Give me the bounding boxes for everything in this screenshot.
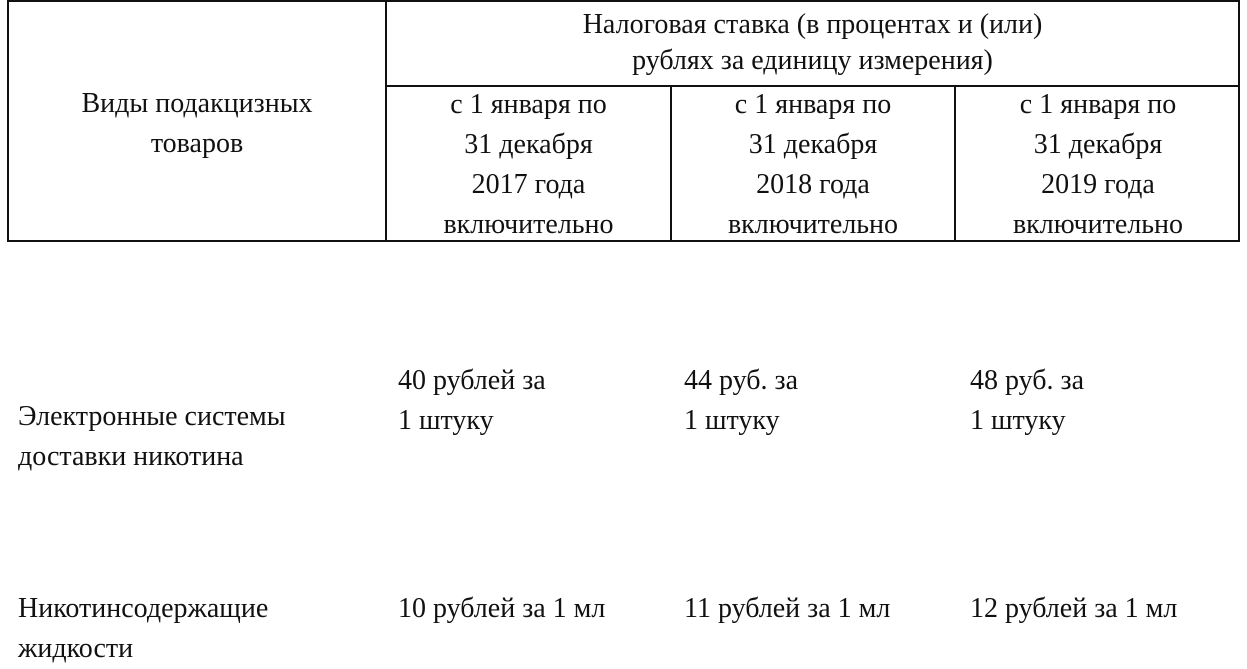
- rate-2018-nicotine-liquids: [684, 589, 890, 629]
- tax-rate-header: [387, 5, 1238, 81]
- row-name-nicotine-liquids: [18, 589, 268, 669]
- rate-line: 48 руб. за: [970, 365, 1084, 396]
- rate-line: 1 штуку: [970, 405, 1066, 436]
- rate-line: 12 рублей за 1 мл: [970, 593, 1178, 624]
- period-line: с 1 января по: [734, 89, 892, 120]
- rate-2019-nicotine-liquids: [970, 589, 1177, 629]
- goods-type-header-line: товаров: [150, 128, 244, 159]
- rate-line: 1 штуку: [684, 405, 780, 436]
- rate-2017-electronic-systems: [398, 361, 546, 441]
- period-header-2019: [956, 85, 1240, 245]
- rate-line: 1 штуку: [398, 405, 494, 436]
- period-line: 31 декабря: [748, 129, 878, 160]
- period-header-2018: [672, 85, 954, 245]
- tax-rate-header-line: Налоговая ставка (в процентах и (или): [582, 9, 1043, 40]
- period-line: 2017 года: [471, 169, 586, 200]
- period-line: с 1 января по: [1019, 89, 1177, 120]
- row-name-line: жидкости: [18, 633, 134, 664]
- rate-2018-electronic-systems: [684, 361, 798, 441]
- rate-line: 44 руб. за: [684, 365, 798, 396]
- goods-type-header-line: Виды подакцизных: [81, 88, 313, 119]
- rate-2017-nicotine-liquids: [398, 589, 605, 629]
- period-line: включительно: [1012, 209, 1184, 240]
- row-name-line: доставки никотина: [18, 441, 244, 472]
- rate-line: 11 рублей за 1 мл: [684, 593, 891, 624]
- row-name-line: Электронные системы: [18, 401, 286, 432]
- period-line: с 1 января по: [450, 89, 607, 120]
- rate-line: 40 рублей за: [398, 365, 546, 396]
- row-name-electronic-systems: [18, 397, 286, 477]
- period-line: 31 декабря: [464, 129, 593, 160]
- period-line: включительно: [443, 209, 614, 240]
- period-line: 2018 года: [756, 169, 870, 200]
- goods-type-header: [9, 84, 385, 164]
- period-line: 2019 года: [1041, 169, 1155, 200]
- period-line: включительно: [727, 209, 899, 240]
- period-header-2017: [387, 85, 670, 245]
- rate-2019-electronic-systems: [970, 361, 1084, 441]
- period-line: 31 декабря: [1033, 129, 1163, 160]
- tax-rate-header-line: рублях за единицу измерения): [632, 45, 993, 76]
- row-name-line: Никотинсодержащие: [18, 593, 269, 624]
- rate-line: 10 рублей за 1 мл: [398, 593, 606, 624]
